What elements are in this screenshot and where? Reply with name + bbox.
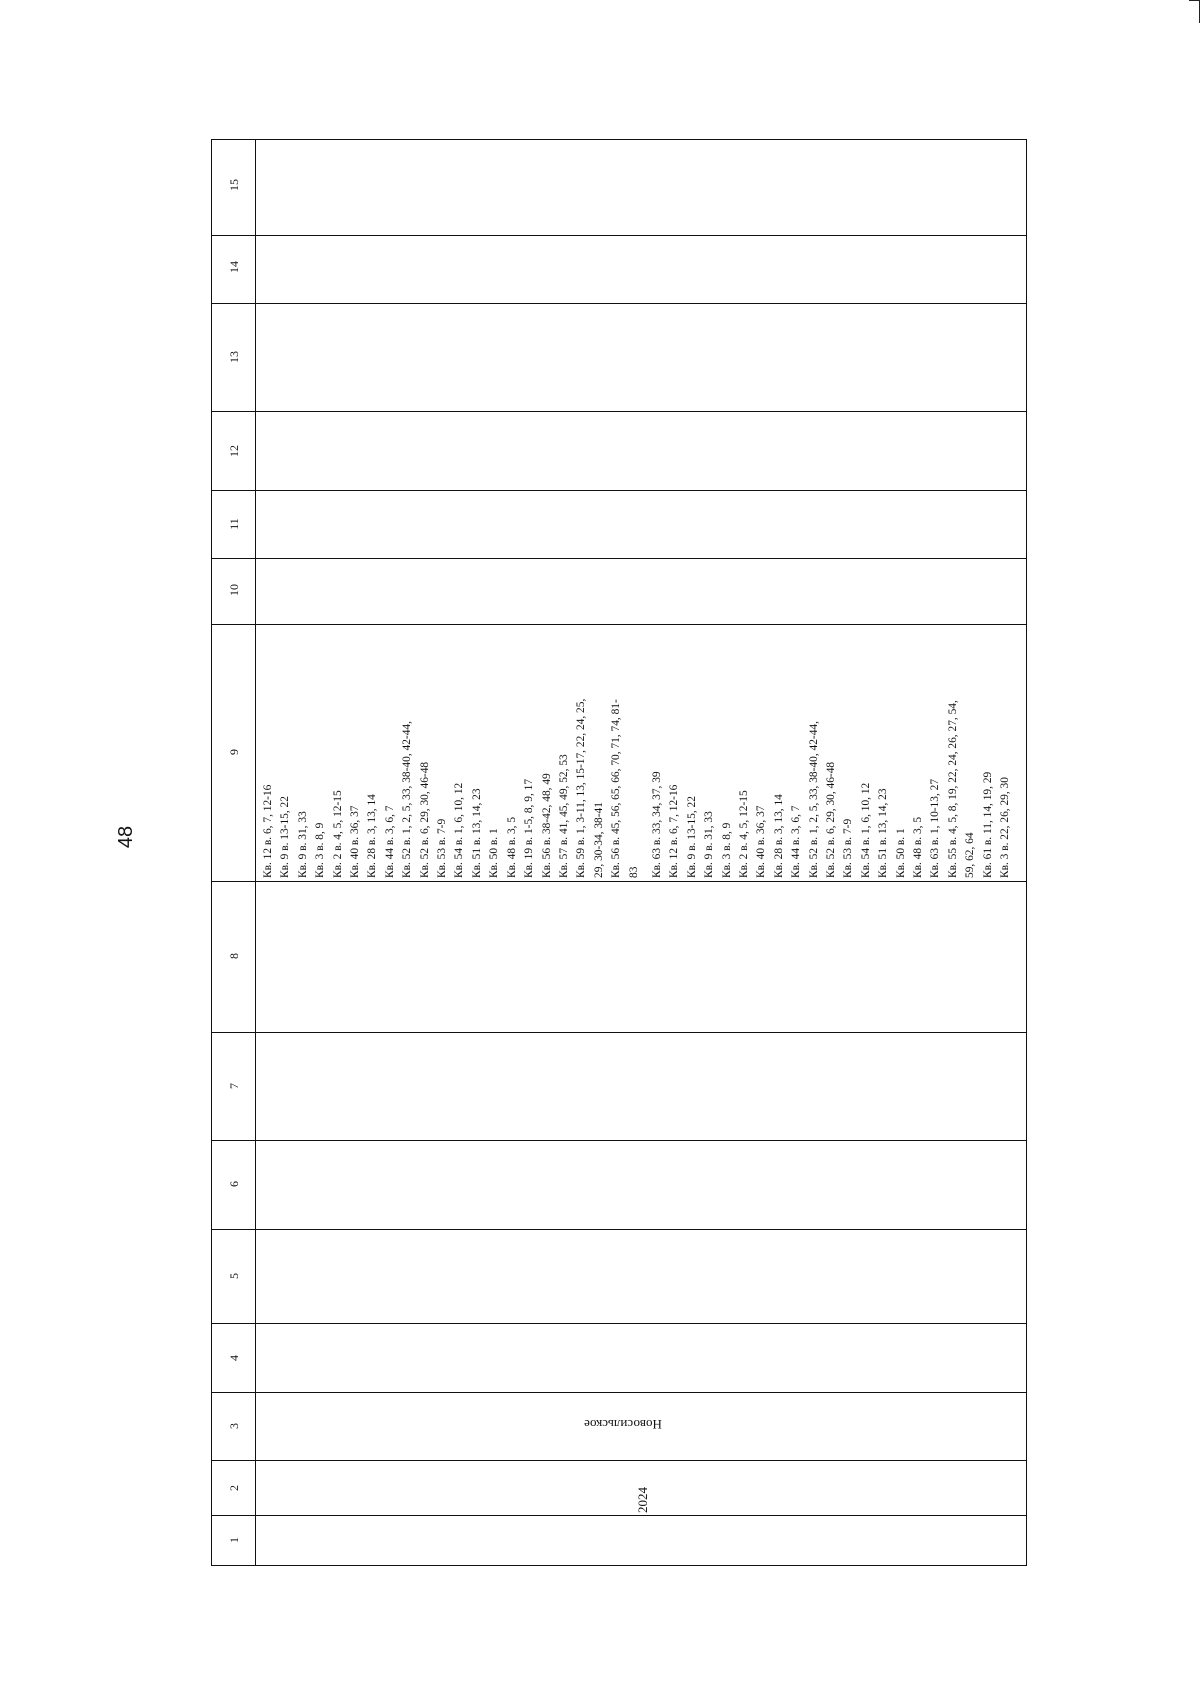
column-number-15: 15 (227, 179, 241, 191)
column-divider (212, 1032, 1026, 1033)
column-divider (212, 1392, 1026, 1393)
forest-plot-line: Кв. 28 в. 3, 13, 14 (772, 794, 785, 878)
forest-plot-line: Кв. 3 в. 8, 9 (720, 822, 733, 878)
forest-plot-line: Кв. 3 в. 8, 9 (314, 822, 327, 878)
forest-plot-line: Кв. 40 в. 36, 37 (755, 805, 768, 878)
column-divider (212, 881, 1026, 882)
forest-plot-line: Кв. 2 в. 4, 5, 12-15 (737, 790, 750, 878)
forest-plot-line: Кв. 52 в. 1, 2, 5, 33, 38-40, 42-44, (401, 721, 414, 878)
forest-plot-line: Кв. 52 в. 1, 2, 5, 33, 38-40, 42-44, (807, 721, 820, 878)
column-divider (212, 1140, 1026, 1141)
forest-plot-line: Кв. 55 в. 4, 5, 8, 19, 22, 24, 26, 27, 54, (946, 700, 959, 878)
column-number-14: 14 (227, 261, 241, 273)
forest-plot-line: Кв. 52 в. 6, 29, 30, 46-48 (825, 761, 837, 878)
column-number-7: 7 (227, 1083, 241, 1089)
forest-plot-line: Кв. 9 в. 13-15, 22 (279, 796, 292, 878)
forest-plot-line: Кв. 40 в. 36, 37 (349, 805, 362, 878)
forest-plot-line: Кв. 9 в. 31, 33 (703, 811, 716, 878)
forest-plot-line: Кв. 63 в. 33, 34, 37, 39 (650, 771, 663, 878)
forest-plot-line: Кв. 63 в. 1, 10-13, 27 (929, 778, 942, 878)
forest-plot-line: Кв. 12 в. 6, 7, 12-16 (262, 784, 274, 878)
column-number-4: 4 (227, 1355, 241, 1361)
forest-plot-line: 83 (627, 866, 640, 878)
forest-plot-line: Кв. 3 в. 22, 26, 29, 30 (999, 777, 1012, 878)
page-number: 48 (115, 825, 137, 849)
column-number-13: 13 (227, 351, 241, 363)
forest-plot-line: Кв. 56 в. 38-42, 48, 49 (540, 773, 553, 878)
column-divider (212, 558, 1026, 559)
column-number-8: 8 (227, 953, 241, 959)
forest-plot-line: 59, 62, 64 (964, 832, 977, 878)
column-divider (212, 1460, 1026, 1461)
rotated-table (211, 139, 1027, 1566)
forest-plot-line: Кв. 51 в. 13, 14, 23 (470, 788, 483, 878)
column-divider (212, 1515, 1026, 1516)
forest-plot-line: Кв. 61 в. 11, 14, 19, 29 (981, 771, 994, 878)
forest-plot-line: Кв. 19 в. 1-5, 8, 9, 17 (523, 778, 536, 878)
column-number-9: 9 (227, 749, 241, 755)
corner-mark (1189, 0, 1200, 23)
column-number-11: 11 (227, 518, 241, 530)
forest-plot-line: Кв. 59 в. 1, 3-11, 13, 15-17, 22, 24, 25, (575, 698, 588, 878)
forest-plot-line: Кв. 50 в. 1 (894, 828, 907, 878)
forest-plot-line: 29, 30-34, 38-41 (592, 802, 605, 878)
column-number-10: 10 (227, 584, 241, 596)
column-divider (212, 303, 1026, 304)
forest-plot-line: Кв. 48 в. 3, 5 (505, 816, 518, 878)
forest-plot-line: Кв. 2 в. 4, 5, 12-15 (331, 790, 344, 878)
forest-plot-line: Кв. 54 в. 1, 6, 10, 12 (453, 782, 466, 878)
column-number-2: 2 (227, 1485, 241, 1491)
column-divider (212, 1229, 1026, 1230)
forest-plot-line: Кв. 12 в. 6, 7, 12-16 (668, 784, 681, 878)
column-divider (212, 235, 1026, 236)
forest-plot-line: Кв. 54 в. 1, 6, 10, 12 (859, 782, 872, 878)
forest-plot-line: Кв. 51 в. 13, 14, 23 (877, 788, 890, 878)
forest-plot-line: Кв. 52 в. 6, 29, 30, 46-48 (418, 761, 431, 878)
forest-plot-line: Кв. 9 в. 31, 33 (296, 811, 309, 878)
column-number-1: 1 (227, 1537, 241, 1543)
forest-plot-line: Кв. 44 в. 3, 6, 7 (790, 805, 803, 878)
forest-plot-line: Кв. 53 в. 7-9 (842, 818, 855, 878)
forest-plot-line: Кв. 28 в. 3, 13, 14 (366, 794, 379, 878)
column-divider (212, 624, 1026, 625)
column-number-12: 12 (227, 445, 241, 457)
column-9-forest-plots (260, 628, 1014, 878)
forest-plot-line: Кв. 44 в. 3, 6, 7 (383, 805, 396, 878)
column-divider (212, 1323, 1026, 1324)
forest-plot-line: Кв. 9 в. 13-15, 22 (685, 796, 698, 878)
year-cell: 2024 (635, 1487, 650, 1513)
forest-plot-line: Кв. 53 в. 7-9 (436, 818, 449, 878)
column-number-3: 3 (227, 1423, 241, 1429)
column-number-5: 5 (227, 1273, 241, 1279)
column-divider (212, 411, 1026, 412)
settlement-name: Новосильское (584, 1417, 662, 1432)
forest-plot-line: Кв. 57 в. 41, 45, 49, 52, 53 (557, 754, 570, 878)
column-number-6: 6 (227, 1181, 241, 1187)
forest-plot-line: Кв. 56 в. 45, 56, 65, 66, 70, 71, 74, 81- (610, 699, 623, 878)
forest-plot-line: Кв. 50 в. 1 (488, 828, 501, 878)
forest-plot-line: Кв. 48 в. 3, 5 (912, 816, 925, 878)
column-divider (212, 490, 1026, 491)
